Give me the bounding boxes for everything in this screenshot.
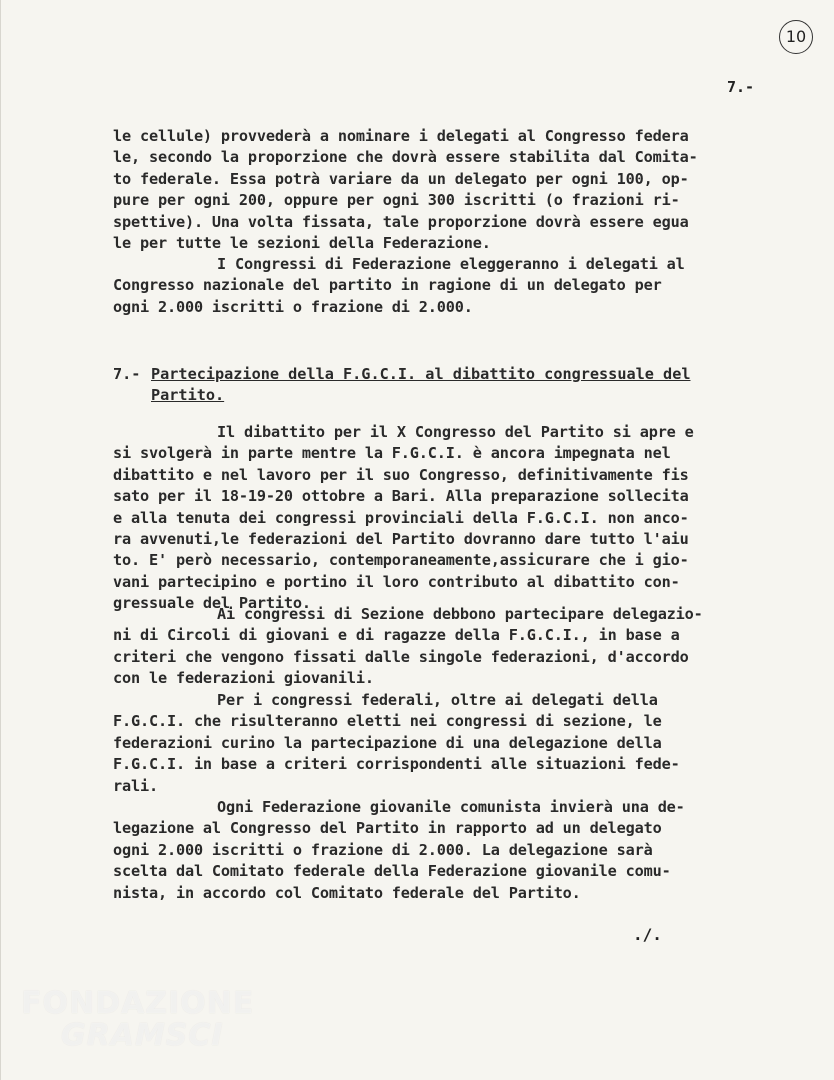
text-line: to federale. Essa potrà variare da un delegato per ogni 100, op- bbox=[113, 169, 689, 188]
text-line: scelta dal Comitato federale della Federazione giovanile comu- bbox=[113, 862, 671, 881]
text-line: F.G.C.I. che risulteranno eletti nei congressi di sezione, le bbox=[113, 712, 662, 731]
text-line: ogni 2.000 iscritti o frazione di 2.000. La delegazione sarà bbox=[113, 840, 653, 859]
text-line: vani partecipino e portino il loro contributo al dibattito con- bbox=[113, 572, 680, 591]
text-line: criteri che vengono fissati dalle singole federazioni, d'accordo bbox=[113, 647, 689, 666]
text-line: dibattito e nel lavoro per il suo Congresso, definitivamente fis bbox=[113, 465, 689, 484]
text-line: legazione al Congresso del Partito in rapporto ad un delegato bbox=[113, 819, 662, 838]
page-number: 7.- bbox=[727, 78, 755, 96]
paragraph-6 bbox=[113, 797, 753, 904]
continuation-mark: ./. bbox=[633, 925, 662, 944]
section-number: 7.- bbox=[113, 365, 141, 383]
text-line: to. E' però necessario, contemporaneamente,assicurare che i gio- bbox=[113, 551, 689, 570]
text-line: rali. bbox=[113, 776, 158, 795]
text-line: con le federazioni giovanili. bbox=[113, 669, 374, 688]
text-line: ra avvenuti,le federazioni del Partito dovranno dare tutto l'aiu bbox=[113, 530, 689, 549]
text-line: nista, in accordo col Comitato federale del Partito. bbox=[113, 883, 581, 902]
archive-page-number-circle: 10 bbox=[779, 20, 813, 54]
text-line: pure per ogni 200, oppure per ogni 300 iscritti (o frazioni ri- bbox=[113, 191, 680, 210]
watermark-line: FONDAZIONE bbox=[21, 986, 255, 1021]
text-line: e alla tenuta dei congressi provinciali della F.G.C.I. non anco- bbox=[113, 508, 689, 527]
section-title-continued: Partito. bbox=[151, 386, 225, 404]
text-line: Ai congressi di Sezione debbono partecipare delegazio- bbox=[217, 605, 703, 623]
text-line: sato per il 18-19-20 ottobre a Bari. Alla preparazione sollecita bbox=[113, 487, 689, 506]
text-line: Il dibattito per il X Congresso del Partito si apre e bbox=[217, 423, 694, 441]
text-line: Congresso nazionale del partito in ragione di un delegato per bbox=[113, 276, 662, 295]
watermark-line: GRAMSCI bbox=[61, 1018, 224, 1053]
text-line: federazioni curino la partecipazione di una delegazione della bbox=[113, 733, 662, 752]
paragraph-5 bbox=[113, 690, 753, 797]
text-line: le, secondo la proporzione che dovrà essere stabilita dal Comita- bbox=[113, 148, 698, 167]
text-line: si svolgerà in parte mentre la F.G.C.I. è ancora impegnata nel bbox=[113, 444, 671, 463]
paragraph-1 bbox=[113, 126, 753, 254]
text-line: le per tutte le sezioni della Federazione. bbox=[113, 234, 491, 253]
section-title: Partecipazione della F.G.C.I. al dibattito congressuale del bbox=[151, 365, 691, 383]
text-line: ogni 2.000 iscritti o frazione di 2.000. bbox=[113, 297, 473, 316]
text-line: F.G.C.I. in base a criteri corrispondenti alle situazioni fede- bbox=[113, 755, 680, 774]
text-line: le cellule) provvederà a nominare i delegati al Congresso federa bbox=[113, 127, 689, 145]
paragraph-4 bbox=[113, 604, 753, 690]
paragraph-2 bbox=[113, 254, 753, 318]
archive-watermark bbox=[21, 988, 254, 1052]
text-line: spettive). Una volta fissata, tale proporzione dovrà essere egua bbox=[113, 212, 689, 231]
text-line: ni di Circoli di giovani e di ragazze della F.G.C.I., in base a bbox=[113, 626, 680, 645]
text-line: Ogni Federazione giovanile comunista invierà una de- bbox=[217, 798, 685, 816]
text-line: I Congressi di Federazione eleggeranno i delegati al bbox=[217, 255, 685, 273]
text-line: gressuale del Partito. bbox=[113, 594, 311, 613]
paragraph-3 bbox=[113, 422, 753, 615]
text-line: Per i congressi federali, oltre ai delegati della bbox=[217, 691, 658, 709]
